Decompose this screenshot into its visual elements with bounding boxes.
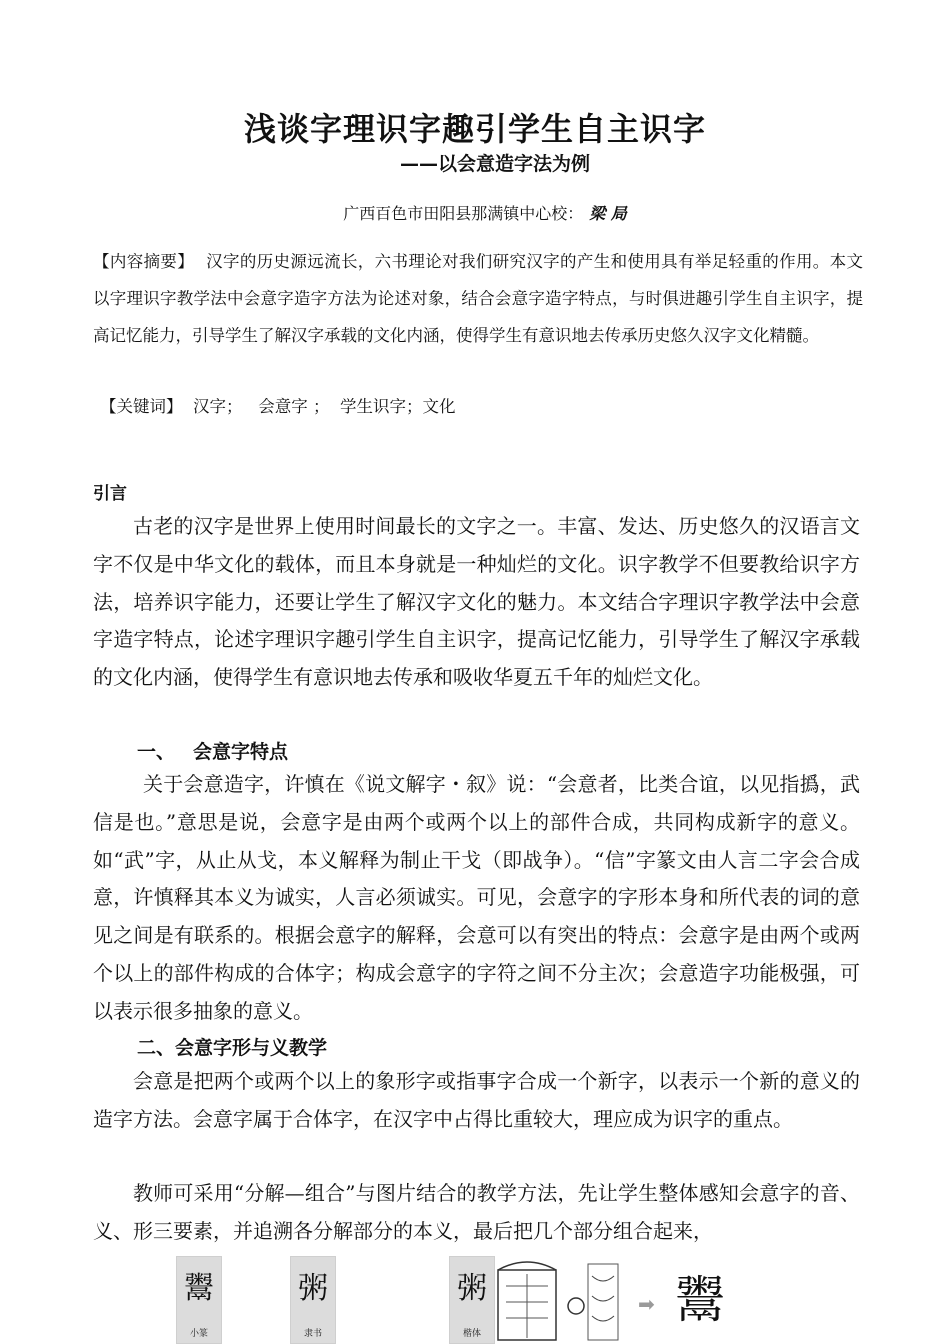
seal-script-box [176, 1256, 222, 1344]
seal-script-caption: 小篆 [189, 1329, 208, 1339]
clerical-script-glyph: 粥 [298, 1271, 328, 1306]
intro-paragraph: 古老的汉字是世界上使用时间最长的文字之一。丰富、发达、历史悠久的汉语言文字不仅是中华文化的载体，而且本身就是一种灿烂的文化。识字教学不但要教给识字方法，培养识字能力，还要让学生了解汉字文化的魅力。本文结合字理识字教学法中会意字造字特点，论述字理识字趣引学生自主识字，提高记忆能力，引导学生了解汉字承载的文化内涵，使得学生有意识地去传承和吸收华夏五千年的灿烂文化。 [93, 514, 860, 690]
clerical-script-caption: 隶书 [303, 1329, 322, 1339]
result-seal-glyph: 鬻 [675, 1271, 725, 1329]
intro-heading: 引言 [93, 484, 127, 504]
regular-script-caption: 楷体 [462, 1329, 481, 1339]
abstract-label: 【内容摘要】 [93, 252, 195, 271]
section1-heading [137, 737, 288, 764]
arrow-icon: ➡ [638, 1292, 655, 1316]
author-name: 梁 局 [589, 204, 627, 223]
section1-paragraph: 关于会意造字，许慎在《说文解字・叙》说：“会意者，比类合谊，以见指撝，武信是也。”意思是说，会意字是由两个或两个以上的部件合成，共同构成新字的意义。如“武”字，从止从戈，本义解释为制止干戈（即战争）。“信”字篆文由人言二字会合成意，许慎释其本义为诚实，人言必须诚实。可见，会意字的字形本身和所代表的词的意见之间是有联系的。根据会意字的解释，会意可以有突出的特点：会意字是由两个或两个以上的部件构成的合体字；构成会意字的字符之间不分主次；会意造字功能极强，可以表示很多抽象的意义。 [93, 772, 860, 1023]
keywords-label: 【关键词】 [100, 397, 183, 416]
section2-paragraph-2: 教师可采用“分解—组合”与图片结合的教学方法，先让学生整体感知会意字的音、义、形三要素，并追溯各分解部分的本义，最后把几个部分组合起来， [93, 1181, 860, 1243]
section2-heading: 二、会意字形与义教学 [137, 1037, 328, 1059]
clerical-script-box [290, 1256, 336, 1344]
regular-script-glyph: 粥 [457, 1271, 487, 1306]
abstract [93, 243, 863, 354]
keywords [100, 392, 870, 422]
pictograph-pot-lid [498, 1262, 556, 1270]
character-evolution-figure [0, 1252, 950, 1344]
pictograph-vessel [588, 1264, 618, 1340]
section1-number: 一、 [137, 741, 176, 763]
keywords-text: 汉字； 会意字 ； 学生识字；文化 [182, 397, 456, 416]
paper-title: 浅谈字理识字趣引学生自主识字 [243, 110, 706, 148]
paper-subtitle: ——以会意造字法为例 [399, 153, 590, 175]
pictograph-illustration [496, 1256, 626, 1344]
regular-script-box [449, 1256, 495, 1344]
author-line [0, 201, 950, 224]
author-affiliation: 广西百色市田阳县那满镇中心校： [343, 204, 584, 223]
seal-script-glyph: 鬻 [184, 1271, 214, 1306]
section1-title: 会意字特点 [193, 741, 289, 763]
abstract-text: 汉字的历史源远流长，六书理论对我们研究汉字的产生和使用具有举足轻重的作用。本文以字理识字教学法中会意字造字方法为论述对象，结合会意字造字特点，与时俱进趣引学生自主识字，提高记忆能力，引导学生了解汉字承载的文化内涵，使得学生有意识地去传承历史悠久汉字文化精髓。 [93, 252, 864, 345]
pictograph-grain [568, 1298, 584, 1314]
section2-paragraph-1: 会意是把两个或两个以上的象形字或指事字合成一个新字，以表示一个新的意义的造字方法。会意字属于合体字，在汉字中占得比重较大，理应成为识字的重点。 [93, 1069, 860, 1131]
pictograph-steam [592, 1276, 614, 1321]
